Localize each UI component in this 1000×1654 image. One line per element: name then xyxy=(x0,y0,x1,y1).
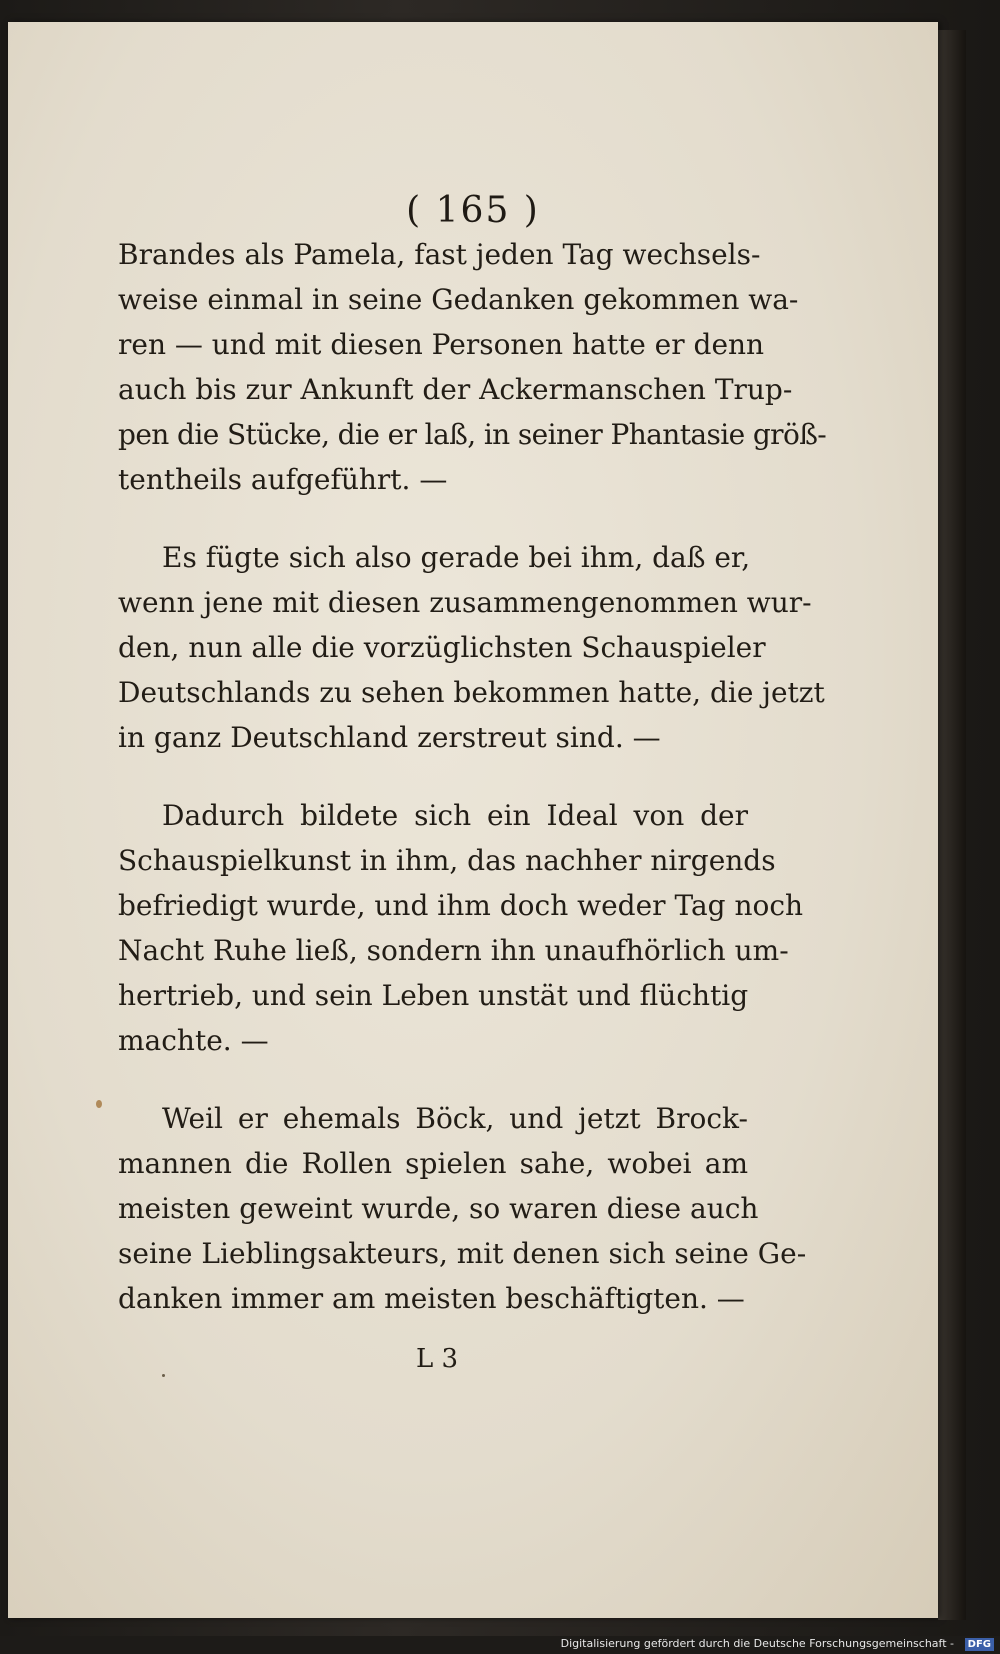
text-line: ren — und mit diesen Personen hatte er denn xyxy=(118,328,765,361)
paragraph xyxy=(118,535,825,760)
text-line: Schauspielkunst in ihm, das nachher nirgends xyxy=(118,844,776,877)
book-edge xyxy=(938,30,966,1620)
text-line: den, nun alle die vorzüglichsten Schauspieler xyxy=(118,631,766,664)
text-line: Es fügte sich also gerade bei ihm, daß er, xyxy=(162,541,751,574)
paragraph xyxy=(118,232,827,502)
text-line: mannen die Rollen spielen sahe, wobei am xyxy=(118,1147,748,1180)
text-line: pen die Stücke, die er laß, in seiner Phantasie größ- xyxy=(118,418,827,451)
text-line: seine Lieblingsakteurs, mit denen sich seine Ge- xyxy=(118,1237,807,1270)
text-line: Dadurch bildete sich ein Ideal von der xyxy=(162,799,748,832)
paragraph xyxy=(118,1096,807,1321)
text-line: tentheils aufgeführt. — xyxy=(118,463,448,496)
text-line: meisten geweint wurde, so waren diese auch xyxy=(118,1192,759,1225)
text-line: in ganz Deutschland zerstreut sind. — xyxy=(118,721,661,754)
text-line: Nacht Ruhe ließ, sondern ihn unaufhörlich um- xyxy=(118,934,789,967)
page-text xyxy=(118,232,827,1354)
text-line: danken immer am meisten beschäftigten. — xyxy=(118,1282,745,1315)
paper-speck xyxy=(162,1374,165,1377)
paragraph xyxy=(118,793,804,1063)
text-line: Weil er ehemals Böck, und jetzt Brock- xyxy=(162,1102,748,1135)
dfg-logo: DFG xyxy=(965,1638,994,1651)
text-line: hertrieb, und sein Leben unstät und flüchtig xyxy=(118,979,749,1012)
text-line: befriedigt wurde, und ihm doch weder Tag noch xyxy=(118,889,804,922)
signature-mark: L 3 xyxy=(416,1344,459,1374)
paper-speck xyxy=(96,1100,102,1108)
text-line: wenn jene mit diesen zusammengenommen wur- xyxy=(118,586,812,619)
text-line: weise einmal in seine Gedanken gekommen wa- xyxy=(118,283,799,316)
text-line: machte. — xyxy=(118,1024,269,1057)
text-line: auch bis zur Ankunft der Ackermanschen Trup- xyxy=(118,373,793,406)
footer-credit: Digitalisierung gefördert durch die Deutsche Forschungsgemeinschaft - xyxy=(560,1637,954,1650)
text-line: Deutschlands zu sehen bekommen hatte, die jetzt xyxy=(118,676,825,709)
text-line: Brandes als Pamela, fast jeden Tag wechsels- xyxy=(118,238,761,271)
page-number: ( 165 ) xyxy=(406,190,540,231)
